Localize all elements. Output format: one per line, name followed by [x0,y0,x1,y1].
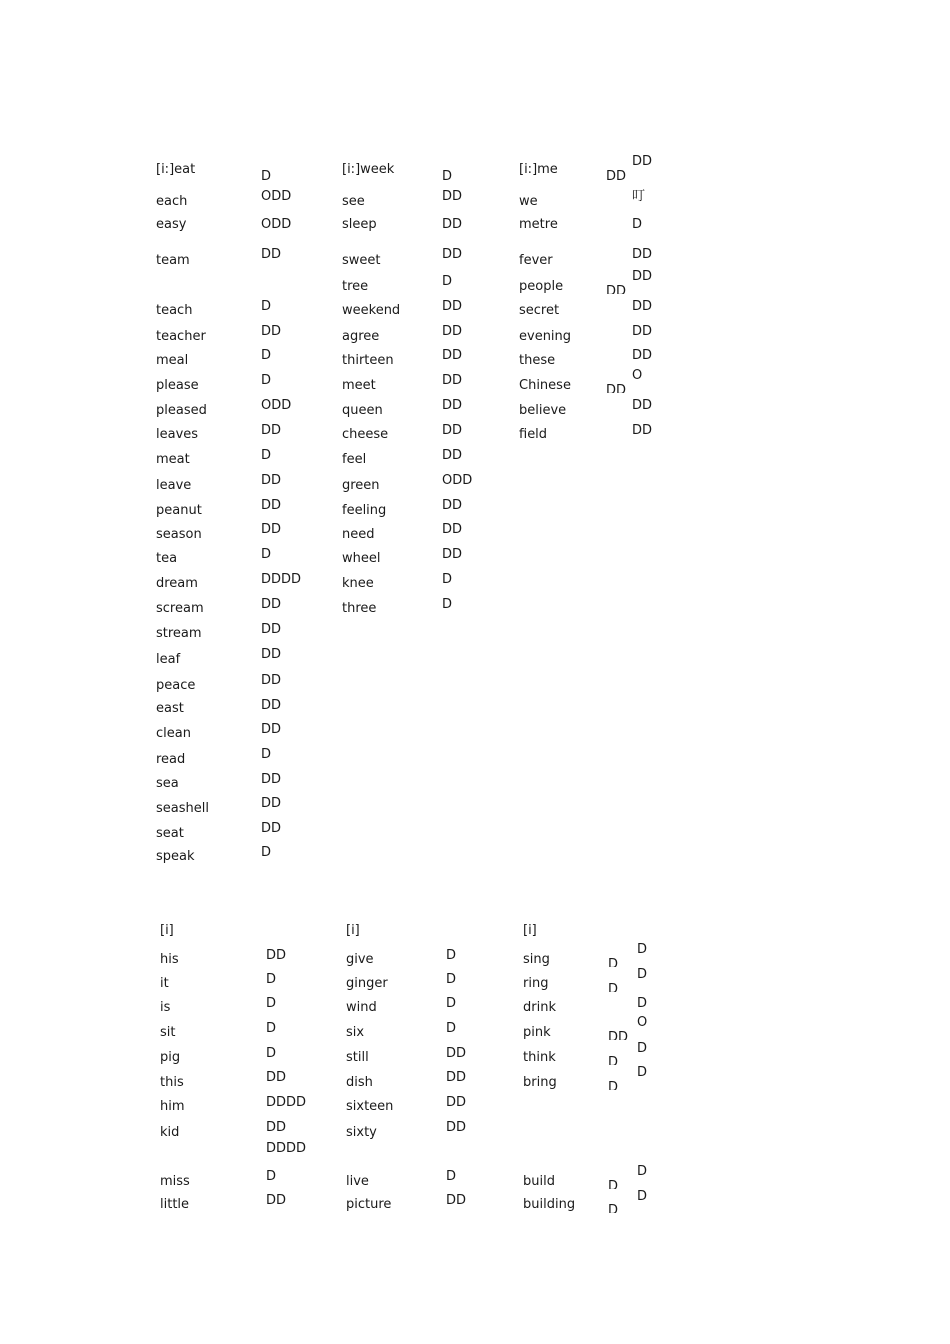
word: feel [342,452,367,467]
gloss: DD [442,423,463,438]
word: meat [156,452,190,467]
gloss: DD [266,948,287,963]
word: leaf [156,652,181,667]
gloss: DD [442,299,463,314]
gloss: D [446,948,457,963]
gloss: D [442,169,453,184]
gloss: D [637,1041,648,1056]
gloss: D [261,348,272,363]
word: wheel [342,551,381,566]
header-i-2: [i] [346,923,360,938]
gloss: DD [442,189,463,204]
gloss: DD [442,324,463,339]
gloss: D [266,1021,277,1036]
gloss: DD [442,547,463,562]
gloss: DD [261,423,282,438]
gloss: O [632,368,643,383]
word: kid [160,1125,180,1140]
gloss: D [637,967,648,982]
word: live [346,1174,369,1189]
gloss: DD [442,448,463,463]
gloss: D [637,1189,648,1204]
word: miss [160,1174,190,1189]
gloss: DDDD [261,572,302,587]
word: sixteen [346,1099,394,1114]
word: is [160,1000,171,1015]
gloss: D [637,1164,648,1179]
word: meal [156,353,189,368]
gloss: D [637,996,648,1011]
gloss: DD [632,423,653,438]
word: building [523,1197,576,1212]
word: see [342,194,365,209]
header-eat: [i:]eat [156,162,196,177]
header-i-1: [i] [160,923,174,938]
gloss: ODD [261,189,292,204]
gloss: DD [261,722,282,737]
gloss-sub-clipped: DD [608,1031,629,1040]
gloss: D [442,274,453,289]
word: metre [519,217,558,232]
word: build [523,1174,555,1189]
gloss: DD [261,673,282,688]
word: pink [523,1025,551,1040]
word: scream [156,601,204,616]
gloss: DDDD [266,1141,307,1156]
gloss: DD [442,522,463,537]
gloss-sub-clipped: D [608,1081,619,1090]
word: seashell [156,801,209,816]
gloss: D [637,942,648,957]
header-week: [i:]week [342,162,395,177]
word: agree [342,329,380,344]
word: sixty [346,1125,377,1140]
word: season [156,527,202,542]
word: queen [342,403,383,418]
word: people [519,279,564,294]
word: this [160,1075,184,1090]
word: bring [523,1075,557,1090]
word: please [156,378,199,393]
gloss: D [261,547,272,562]
gloss: DD [261,522,282,537]
word: three [342,601,377,616]
word: Chinese [519,378,571,393]
gloss: DD [261,647,282,662]
word: give [346,952,374,967]
gloss: DD [442,247,463,262]
gloss: DD [442,348,463,363]
gloss: DD [266,1120,287,1135]
word: speak [156,849,195,864]
word: sea [156,776,179,791]
gloss: D [261,169,272,184]
word: still [346,1050,369,1065]
gloss-sub-clipped: D [608,1056,619,1065]
word: sleep [342,217,377,232]
gloss: ODD [261,217,292,232]
word: stream [156,626,202,641]
word: think [523,1050,556,1065]
word: secret [519,303,560,318]
gloss: DD [442,373,463,388]
word: pleased [156,403,207,418]
gloss-sub-clipped: DD [606,285,627,294]
word: peace [156,678,196,693]
word: east [156,701,184,716]
word: we [519,194,538,209]
word: teach [156,303,193,318]
word: each [156,194,188,209]
gloss: DD [261,473,282,488]
word: his [160,952,179,967]
gloss: DD [266,1193,287,1208]
gloss-sub-clipped: D [608,958,619,967]
gloss-sub-clipped: DD [606,384,627,393]
gloss: D [266,1046,277,1061]
word: thirteen [342,353,394,368]
word: weekend [342,303,401,318]
word: these [519,353,556,368]
gloss: D [446,1021,457,1036]
word: easy [156,217,187,232]
word: green [342,478,380,493]
word: it [160,976,169,991]
word: teacher [156,329,206,344]
gloss: ODD [442,473,473,488]
gloss: D [446,972,457,987]
word: read [156,752,186,767]
gloss: DD [261,498,282,513]
word: believe [519,403,567,418]
gloss: DD [442,217,463,232]
gloss-sub: DD [606,169,627,184]
word: meet [342,378,376,393]
gloss-sub-clipped: D [608,1204,619,1213]
gloss: 叮 [632,189,646,204]
gloss: DD [261,796,282,811]
gloss: DD [446,1046,467,1061]
gloss: DD [261,597,282,612]
word: peanut [156,503,202,518]
gloss: D [266,1169,277,1184]
gloss: D [261,299,272,314]
word: leaves [156,427,199,442]
word: drink [523,1000,556,1015]
word: little [160,1197,190,1212]
word: sit [160,1025,176,1040]
word: pig [160,1050,181,1065]
gloss: DD [632,247,653,262]
gloss: DD [261,698,282,713]
word: ginger [346,976,388,991]
word: field [519,427,548,442]
gloss: DD [632,398,653,413]
gloss: DD [261,622,282,637]
word: sing [523,952,550,967]
word: picture [346,1197,392,1212]
gloss: DD [632,299,653,314]
word: sweet [342,253,381,268]
gloss: DD [442,498,463,513]
word: evening [519,329,572,344]
gloss: DD [632,269,653,284]
word: tea [156,551,178,566]
gloss: DD [266,1070,287,1085]
gloss: DD [261,772,282,787]
gloss: DD [446,1193,467,1208]
word: fever [519,253,553,268]
gloss: D [442,572,453,587]
gloss-sub-clipped: D [608,1180,619,1189]
word: six [346,1025,365,1040]
gloss: DD [442,398,463,413]
gloss: DD [261,324,282,339]
gloss: D [261,747,272,762]
word: leave [156,478,192,493]
gloss: O [637,1015,648,1030]
gloss: DD [261,821,282,836]
gloss: D [632,217,643,232]
gloss: D [637,1065,648,1080]
gloss: D [266,996,277,1011]
word: seat [156,826,184,841]
gloss: ODD [261,398,292,413]
gloss: D [261,373,272,388]
word: tree [342,279,369,294]
header-i-3: [i] [523,923,537,938]
gloss-sub-clipped: D [608,983,619,992]
gloss: DD [632,324,653,339]
gloss: D [261,448,272,463]
word: dream [156,576,198,591]
word: team [156,253,190,268]
word: dish [346,1075,373,1090]
word: clean [156,726,191,741]
gloss: DD [446,1095,467,1110]
gloss: D [261,845,272,860]
gloss: DD [632,348,653,363]
word: need [342,527,375,542]
word: wind [346,1000,377,1015]
gloss: D [266,972,277,987]
gloss: DDDD [266,1095,307,1110]
word: him [160,1099,185,1114]
gloss: DD [446,1120,467,1135]
word: feeling [342,503,387,518]
word: ring [523,976,549,991]
word: knee [342,576,374,591]
word: cheese [342,427,389,442]
gloss: D [446,1169,457,1184]
header-me: [i:]me [519,162,558,177]
gloss: D [446,996,457,1011]
gloss: DD [261,247,282,262]
gloss: DD [446,1070,467,1085]
gloss: D [442,597,453,612]
gloss: DD [632,154,653,169]
